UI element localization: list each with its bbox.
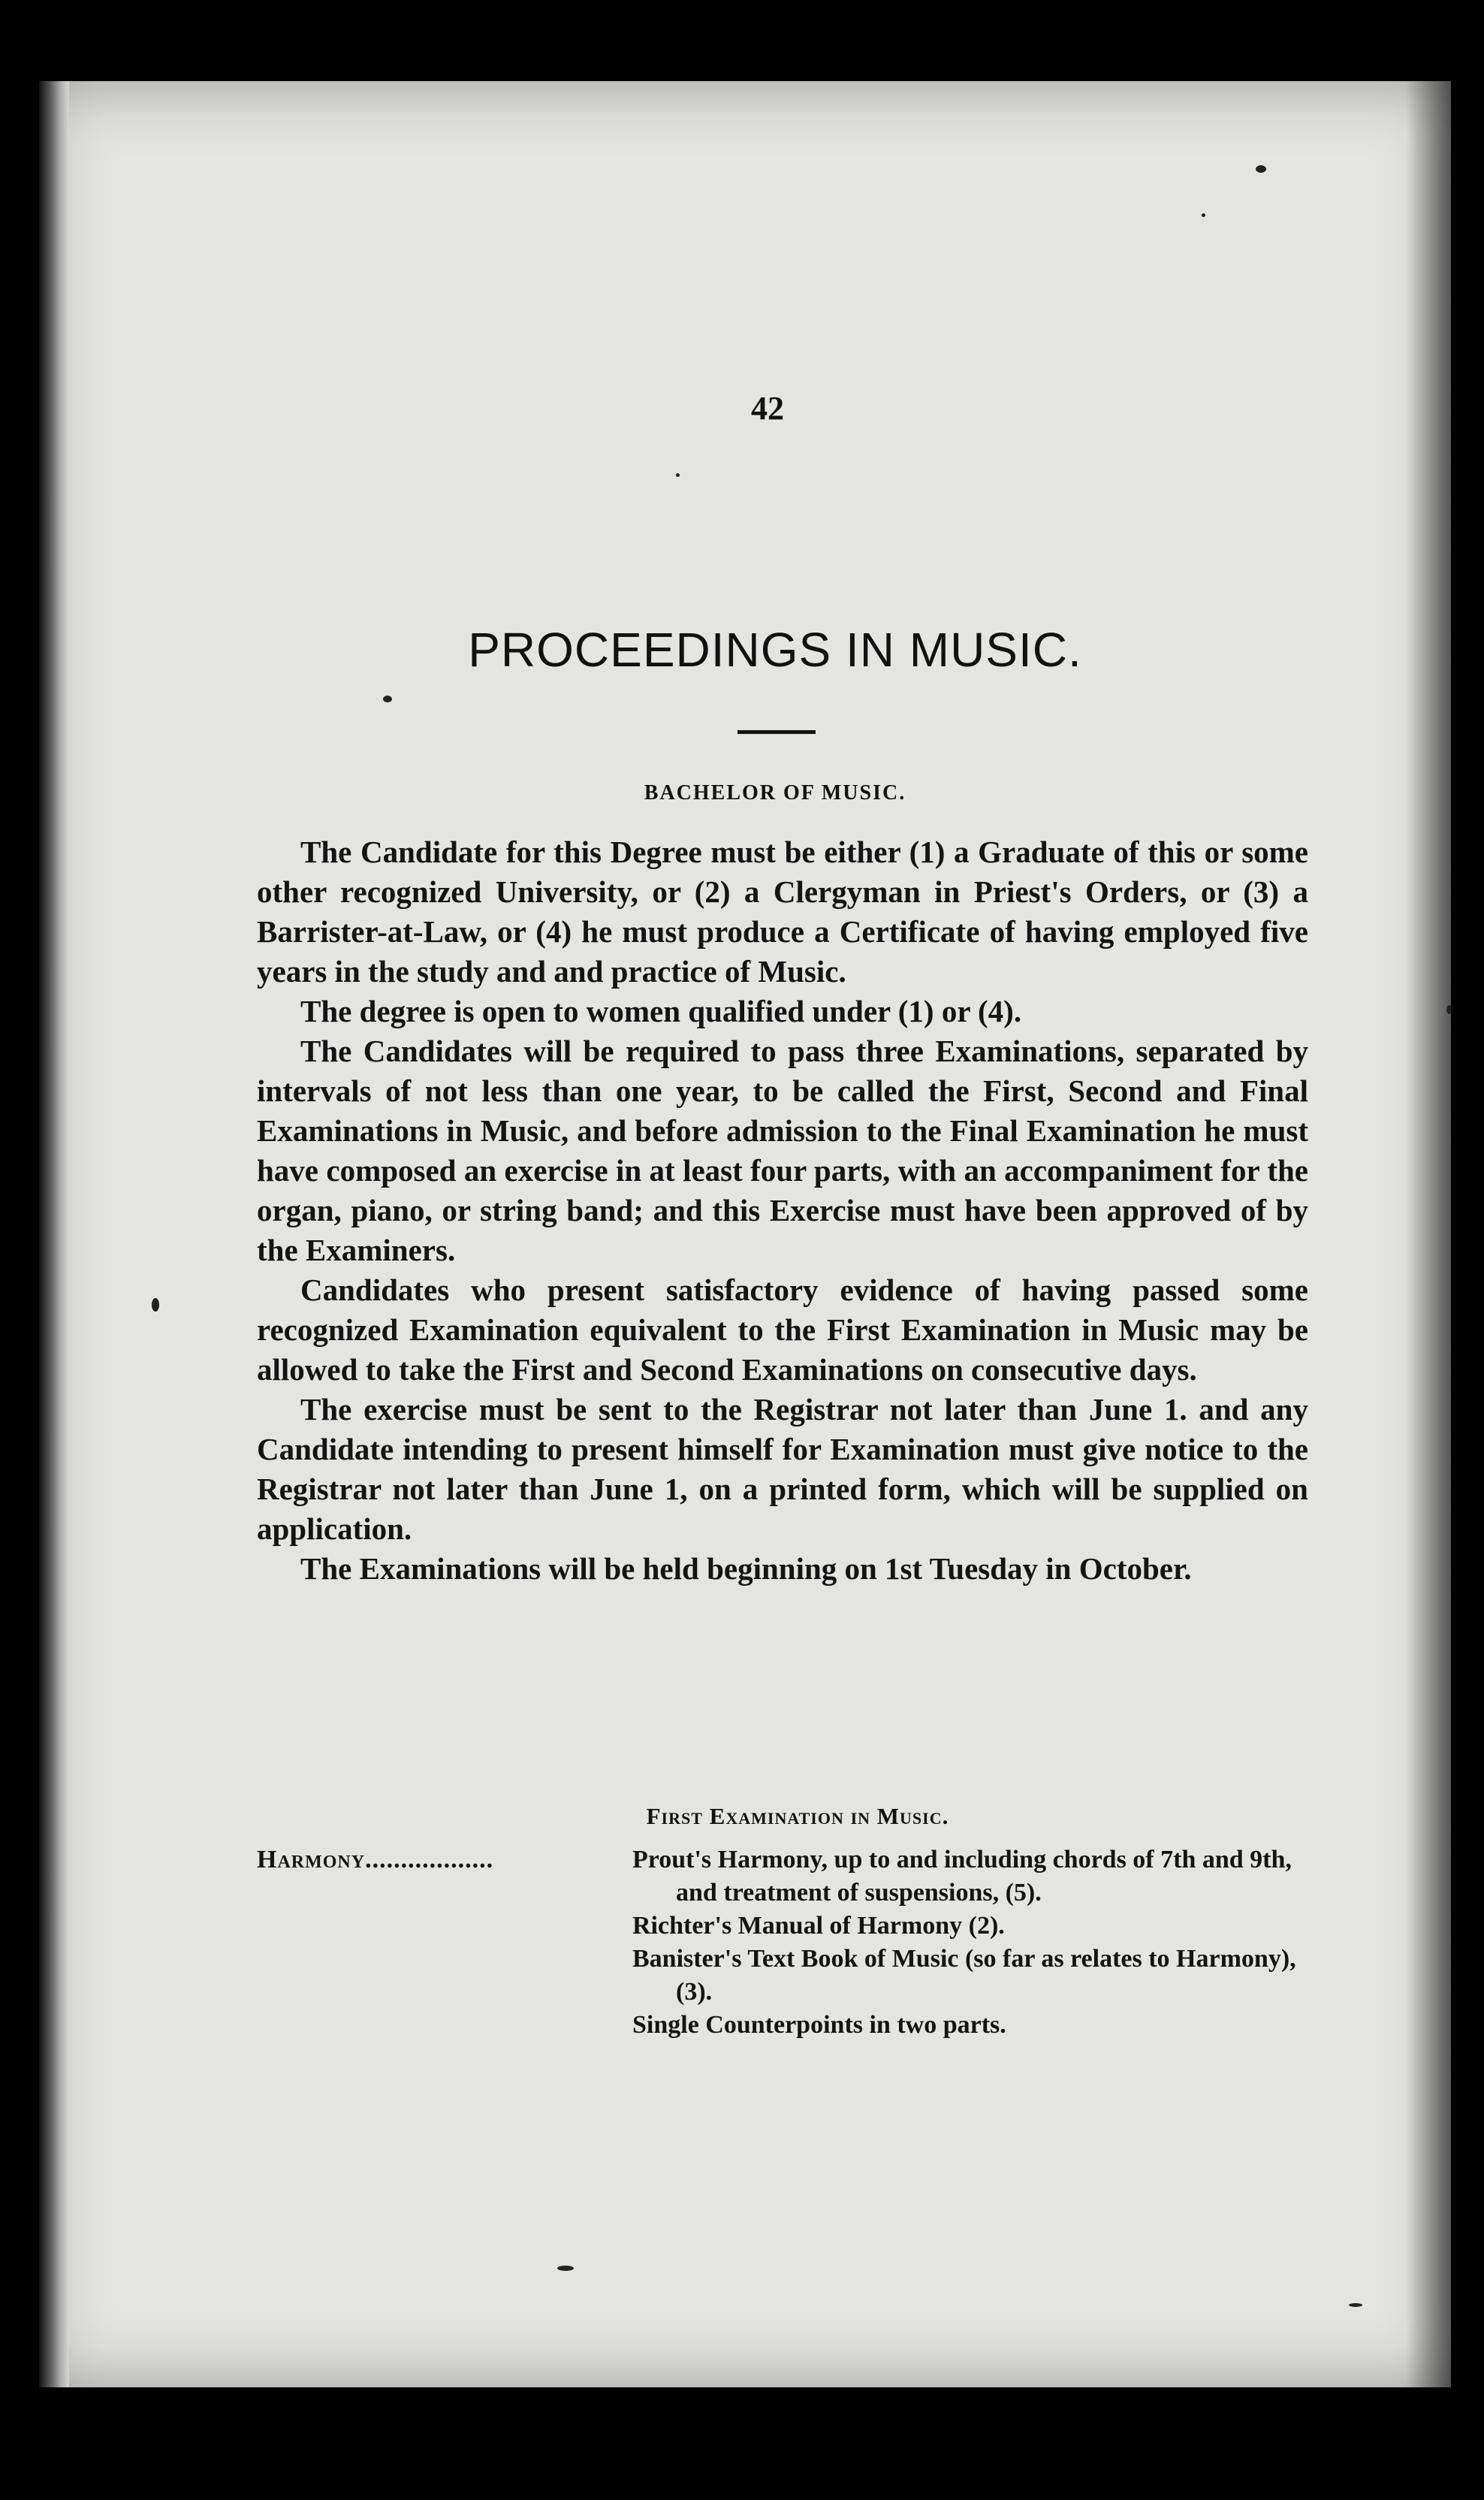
exam-reading-item: Prout's Harmony, up to and including chords of 7th and 9th, and treatment of suspensions, (5). [632,1846,1292,1907]
page-number: 42 [751,390,784,427]
scan-speck [1202,213,1205,217]
scan-speck [676,473,680,477]
paragraph: The Candidate for this Degree must be either (1) a Graduate of this or some other recognized University, or (2) a Clergyman in Priest's Orders, or (3) a Barrister-at-Law, or (4) he must produce a Certificate of having employed five years in the study and and practice of Music. [257,835,1308,989]
exam-row [257,1843,1308,2042]
exam-reading-item: Single Counterpoints in two parts. [632,2011,1006,2039]
scan-speck [557,2266,574,2271]
exam-reading-item: Banister's Text Book of Music (so far as relates to Harmony), (3). [632,1945,1296,2006]
exam-leader-dots: .................. [365,1846,494,1873]
page-title: PROCEEDINGS IN MUSIC. [468,623,1082,677]
title-rule [737,730,816,734]
body-text [257,832,1308,1589]
paragraph: The degree is open to women qualified under (1) or (4). [300,994,1022,1028]
paragraph: Candidates who present satisfactory evidence of having passed some recognized Examination equivalent to the First Examination in Music may be allowed to take the First and Second Examinations on consecutive days. [257,1273,1308,1387]
scan-speck [1446,1005,1451,1014]
scan-speck [1256,165,1266,173]
paragraph: The exercise must be sent to the Registrar not later than June 1. and any Candidate intending to present himself for Examination must give notice to the Registrar not later than June 1, on a printed form, which will be supplied on application. [257,1392,1308,1546]
exam-subject [257,1843,632,2042]
scan-speck [1349,2303,1362,2307]
scan-speck [152,1298,159,1312]
paragraph: The Examinations will be held beginning on 1st Tuesday in October. [300,1551,1192,1586]
exam-subject-label: Harmony [257,1846,366,1873]
book-page [39,81,1451,2387]
paragraph: The Candidates will be required to pass three Examinations, separated by intervals of not less than one year, to be called the First, Second and Final Examinations in Music, and before admission to the Final Examination he must have composed an exercise in at least four parts, with an accompaniment for the organ, piano, or string band; and this Exercise must have been approved of by the Examiners. [257,1034,1308,1267]
scan-speck [383,696,392,702]
exam-reading-item: Richter's Manual of Harmony (2). [632,1912,1005,1940]
exam-readings [632,1843,1308,2042]
exam-table [257,1843,1308,2042]
exam-heading: First Examination in Music. [646,1803,949,1829]
section-subheading: BACHELOR OF MUSIC. [644,781,906,805]
